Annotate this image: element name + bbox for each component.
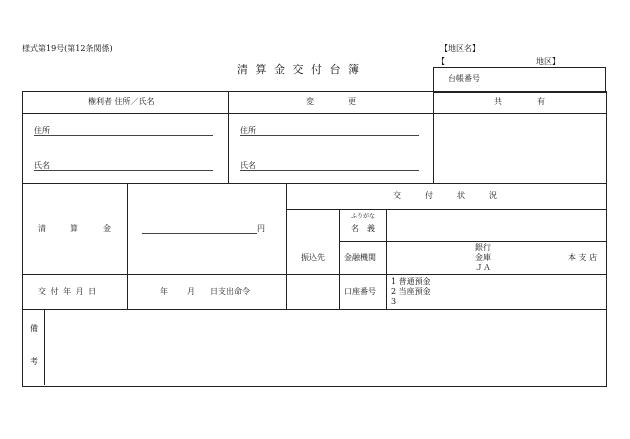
- address-field-change[interactable]: [240, 135, 419, 136]
- col-divider-2: [433, 91, 434, 183]
- status-header-line: [286, 209, 606, 210]
- branch-label: 本 支 店: [568, 253, 598, 262]
- page-title: 清 算 金 交 付 台 簿: [237, 63, 361, 76]
- change-header-2: 更: [348, 97, 356, 106]
- payment-order-label: 日支出命令: [210, 287, 250, 296]
- bank-label: 銀行: [475, 243, 491, 252]
- name-label: 氏名: [34, 161, 50, 170]
- settlement-label-1: 清: [38, 224, 46, 233]
- ja-label: ＪＡ: [475, 263, 491, 272]
- status-header-2: 付: [425, 191, 433, 200]
- col-divider-6: [386, 209, 387, 309]
- name-label-change: 氏名: [240, 161, 256, 170]
- col-divider-5: [339, 209, 340, 309]
- account-type-current: 2 当座預金: [391, 287, 431, 296]
- order-year-label: 年: [160, 287, 168, 296]
- remarks-label-2: 考: [30, 357, 38, 366]
- area-label: 【地区名】: [440, 44, 480, 53]
- yen-unit: 円: [257, 224, 265, 233]
- address-field[interactable]: [34, 135, 213, 136]
- transfer-destination-label: 振込先: [301, 253, 325, 262]
- account-type-other: 3: [391, 297, 397, 306]
- remarks-field[interactable]: [45, 310, 604, 384]
- shared-header-2: 有: [537, 97, 545, 106]
- address-label-change: 住所: [240, 126, 256, 135]
- vault-label: 金庫: [475, 253, 491, 262]
- status-header-3: 状: [457, 191, 465, 200]
- col-divider-4: [286, 183, 287, 309]
- name-field[interactable]: [34, 170, 213, 171]
- status-header-1: 交: [393, 191, 401, 200]
- name-field-change[interactable]: [240, 170, 419, 171]
- settlement-amount-field[interactable]: [142, 233, 257, 234]
- account-holder-label: 名 義: [351, 224, 375, 233]
- account-number-label: 口座番号: [344, 287, 376, 296]
- shared-header-1: 共: [494, 97, 502, 106]
- change-header-1: 変: [306, 97, 314, 106]
- furigana-label: ふりがな: [351, 213, 376, 220]
- rights-holder-header: 権利者 住所／氏名: [88, 97, 155, 106]
- delivery-date-label: 交 付 年 月 日: [38, 287, 98, 296]
- area-open-bracket: 【: [437, 57, 445, 66]
- order-month-label: 月: [187, 287, 195, 296]
- area-close-bracket: 地区】: [536, 57, 560, 66]
- financial-institution-label: 金融機関: [344, 253, 376, 262]
- status-header-4: 況: [489, 191, 497, 200]
- form-number: 様式第19号(第12条関係): [22, 44, 113, 53]
- ledger-number-label: 台帳番号: [448, 74, 480, 83]
- remarks-label-1: 備: [30, 324, 38, 333]
- address-label: 住所: [34, 126, 50, 135]
- row3-bottom-line: [22, 274, 606, 275]
- settlement-label-2: 算: [70, 224, 78, 233]
- row2-bottom-line: [22, 183, 606, 184]
- account-type-ordinary: 1 普通預金: [391, 277, 431, 286]
- row1-bottom-line: [22, 113, 606, 114]
- col-divider-1: [228, 91, 229, 183]
- name-row-line: [339, 241, 606, 242]
- settlement-label-3: 金: [103, 224, 111, 233]
- col-divider-3: [127, 183, 128, 309]
